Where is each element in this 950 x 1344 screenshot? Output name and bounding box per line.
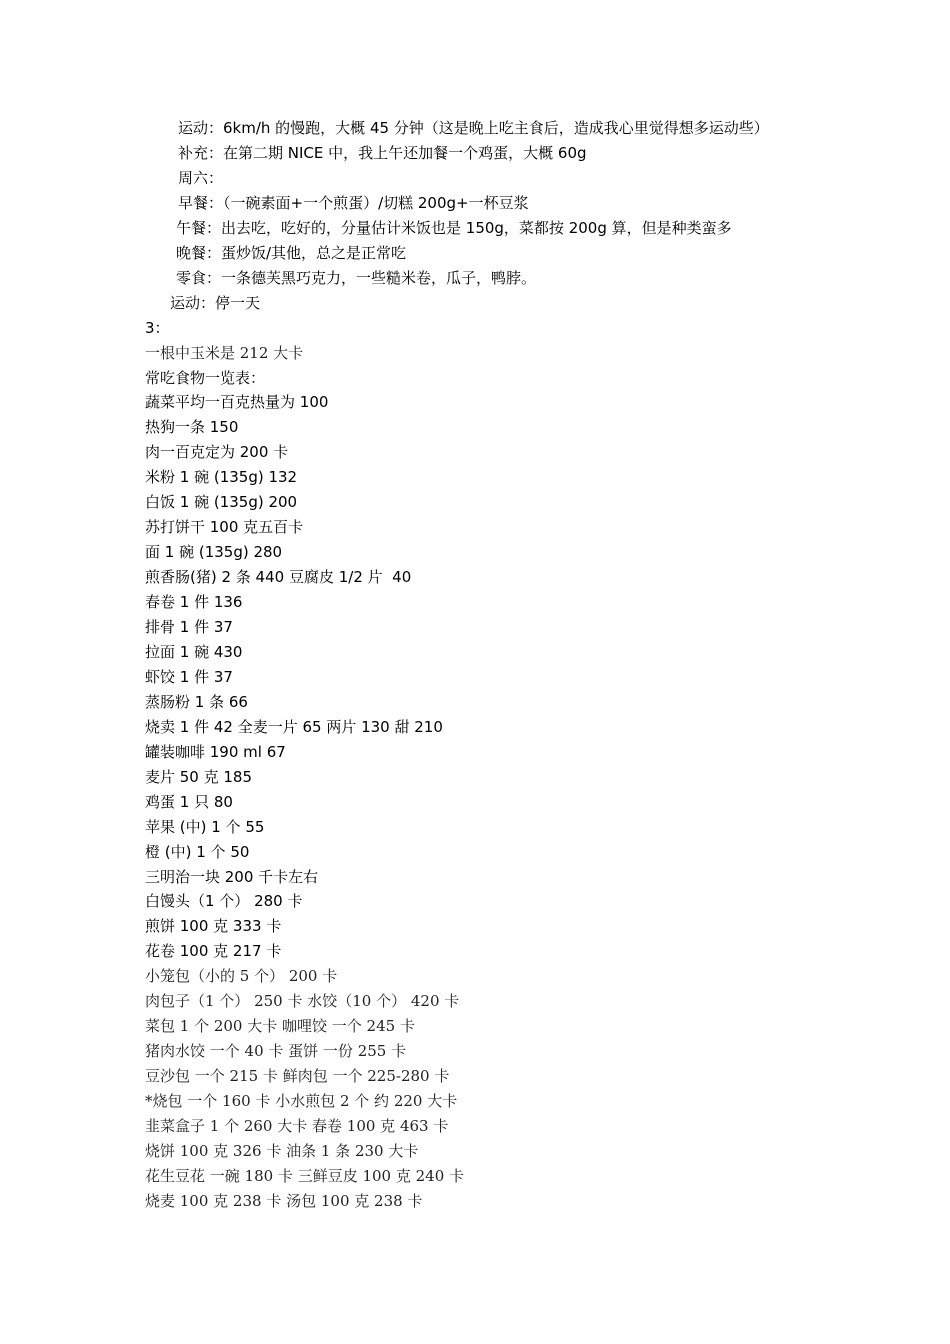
- text-line: 鸡蛋 1 只 80: [145, 792, 233, 811]
- text-line: 蒸肠粉 1 条 66: [145, 692, 248, 711]
- text-line: 热狗一条 150: [145, 418, 239, 437]
- text-line: 补充：在第二期 NICE 中，我上午还加餐一个鸡蛋，大概 60g: [178, 143, 587, 162]
- text-line: 虾饺 1 件 37: [145, 667, 233, 686]
- text-line: 米粉 1 碗 (135g) 132: [145, 468, 298, 487]
- text-line: 猪肉水饺 一个 40 卡 蛋饼 一份 255 卡: [145, 1042, 407, 1061]
- text-line: 零食：一条德芙黑巧克力，一些糙米卷，瓜子，鸭脖。: [176, 268, 537, 287]
- text-line: 3：: [145, 318, 170, 337]
- text-line: 常吃食物一览表：: [145, 368, 266, 387]
- text-line: 肉包子（1 个） 250 卡 水饺（10 个） 420 卡: [145, 992, 460, 1011]
- text-line: 苏打饼干 100 克五百卡: [145, 518, 304, 537]
- text-line: 晚餐：蛋炒饭/其他，总之是正常吃: [176, 243, 407, 262]
- text-line: 煎香肠(猪) 2 条 440 豆腐皮 1/2 片 40: [145, 568, 412, 587]
- text-line: 拉面 1 碗 430: [145, 642, 243, 661]
- text-line: 午餐：出去吃，吃好的，分量估计米饭也是 150g，菜都按 200g 算，但是种类蛮多: [176, 218, 732, 237]
- text-line: 白馒头（1 个） 280 卡: [145, 892, 303, 911]
- text-line: 烧饼 100 克 326 卡 油条 1 条 230 大卡: [145, 1141, 419, 1160]
- text-line: 罐装咖啡 190 ml 67: [145, 742, 286, 761]
- text-line: 烧麦 100 克 238 卡 汤包 100 克 238 卡: [145, 1191, 423, 1210]
- text-line: 苹果 (中) 1 个 55: [145, 817, 265, 836]
- text-line: 早餐：（一碗素面+一个煎蛋）/切糕 200g+一杯豆浆: [178, 193, 529, 212]
- text-line: 蔬菜平均一百克热量为 100: [145, 393, 329, 412]
- text-line: 菜包 1 个 200 大卡 咖哩饺 一个 245 卡: [145, 1017, 415, 1036]
- text-line: 三明治一块 200 千卡左右: [145, 867, 319, 886]
- text-line: 小笼包（小的 5 个） 200 卡: [145, 967, 338, 986]
- text-line: 排骨 1 件 37: [145, 618, 233, 636]
- text-line: 麦片 50 克 185: [145, 767, 253, 786]
- text-line: 运动：停一天: [170, 293, 261, 312]
- text-line: 面 1 碗 (135g) 280: [145, 543, 283, 562]
- text-line: 花生豆花 一碗 180 卡 三鲜豆皮 100 克 240 卡: [145, 1166, 465, 1185]
- text-line: 花卷 100 克 217 卡: [145, 942, 282, 961]
- text-line: 煎饼 100 克 333 卡: [145, 917, 282, 936]
- text-line: 一根中玉米是 212 大卡: [145, 343, 304, 362]
- text-line: 烧卖 1 件 42 全麦一片 65 两片 130 甜 210: [145, 717, 443, 736]
- text-line: *烧包 一个 160 卡 小水煎包 2 个 约 220 大卡: [145, 1092, 458, 1110]
- text-line: 韭菜盒子 1 个 260 大卡 春卷 100 克 463 卡: [145, 1117, 449, 1135]
- text-line: 豆沙包 一个 215 卡 鲜肉包 一个 225-280 卡: [145, 1067, 450, 1086]
- text-line: 白饭 1 碗 (135g) 200: [145, 493, 298, 512]
- text-line: 肉一百克定为 200 卡: [145, 443, 289, 462]
- text-line: 橙 (中) 1 个 50: [145, 842, 250, 861]
- text-line: 运动：6km/h 的慢跑，大概 45 分钟（这是晚上吃主食后，造成我心里觉得想多运动些）: [178, 119, 769, 137]
- text-line: 春卷 1 件 136: [145, 593, 243, 611]
- text-line: 周六：: [178, 168, 224, 187]
